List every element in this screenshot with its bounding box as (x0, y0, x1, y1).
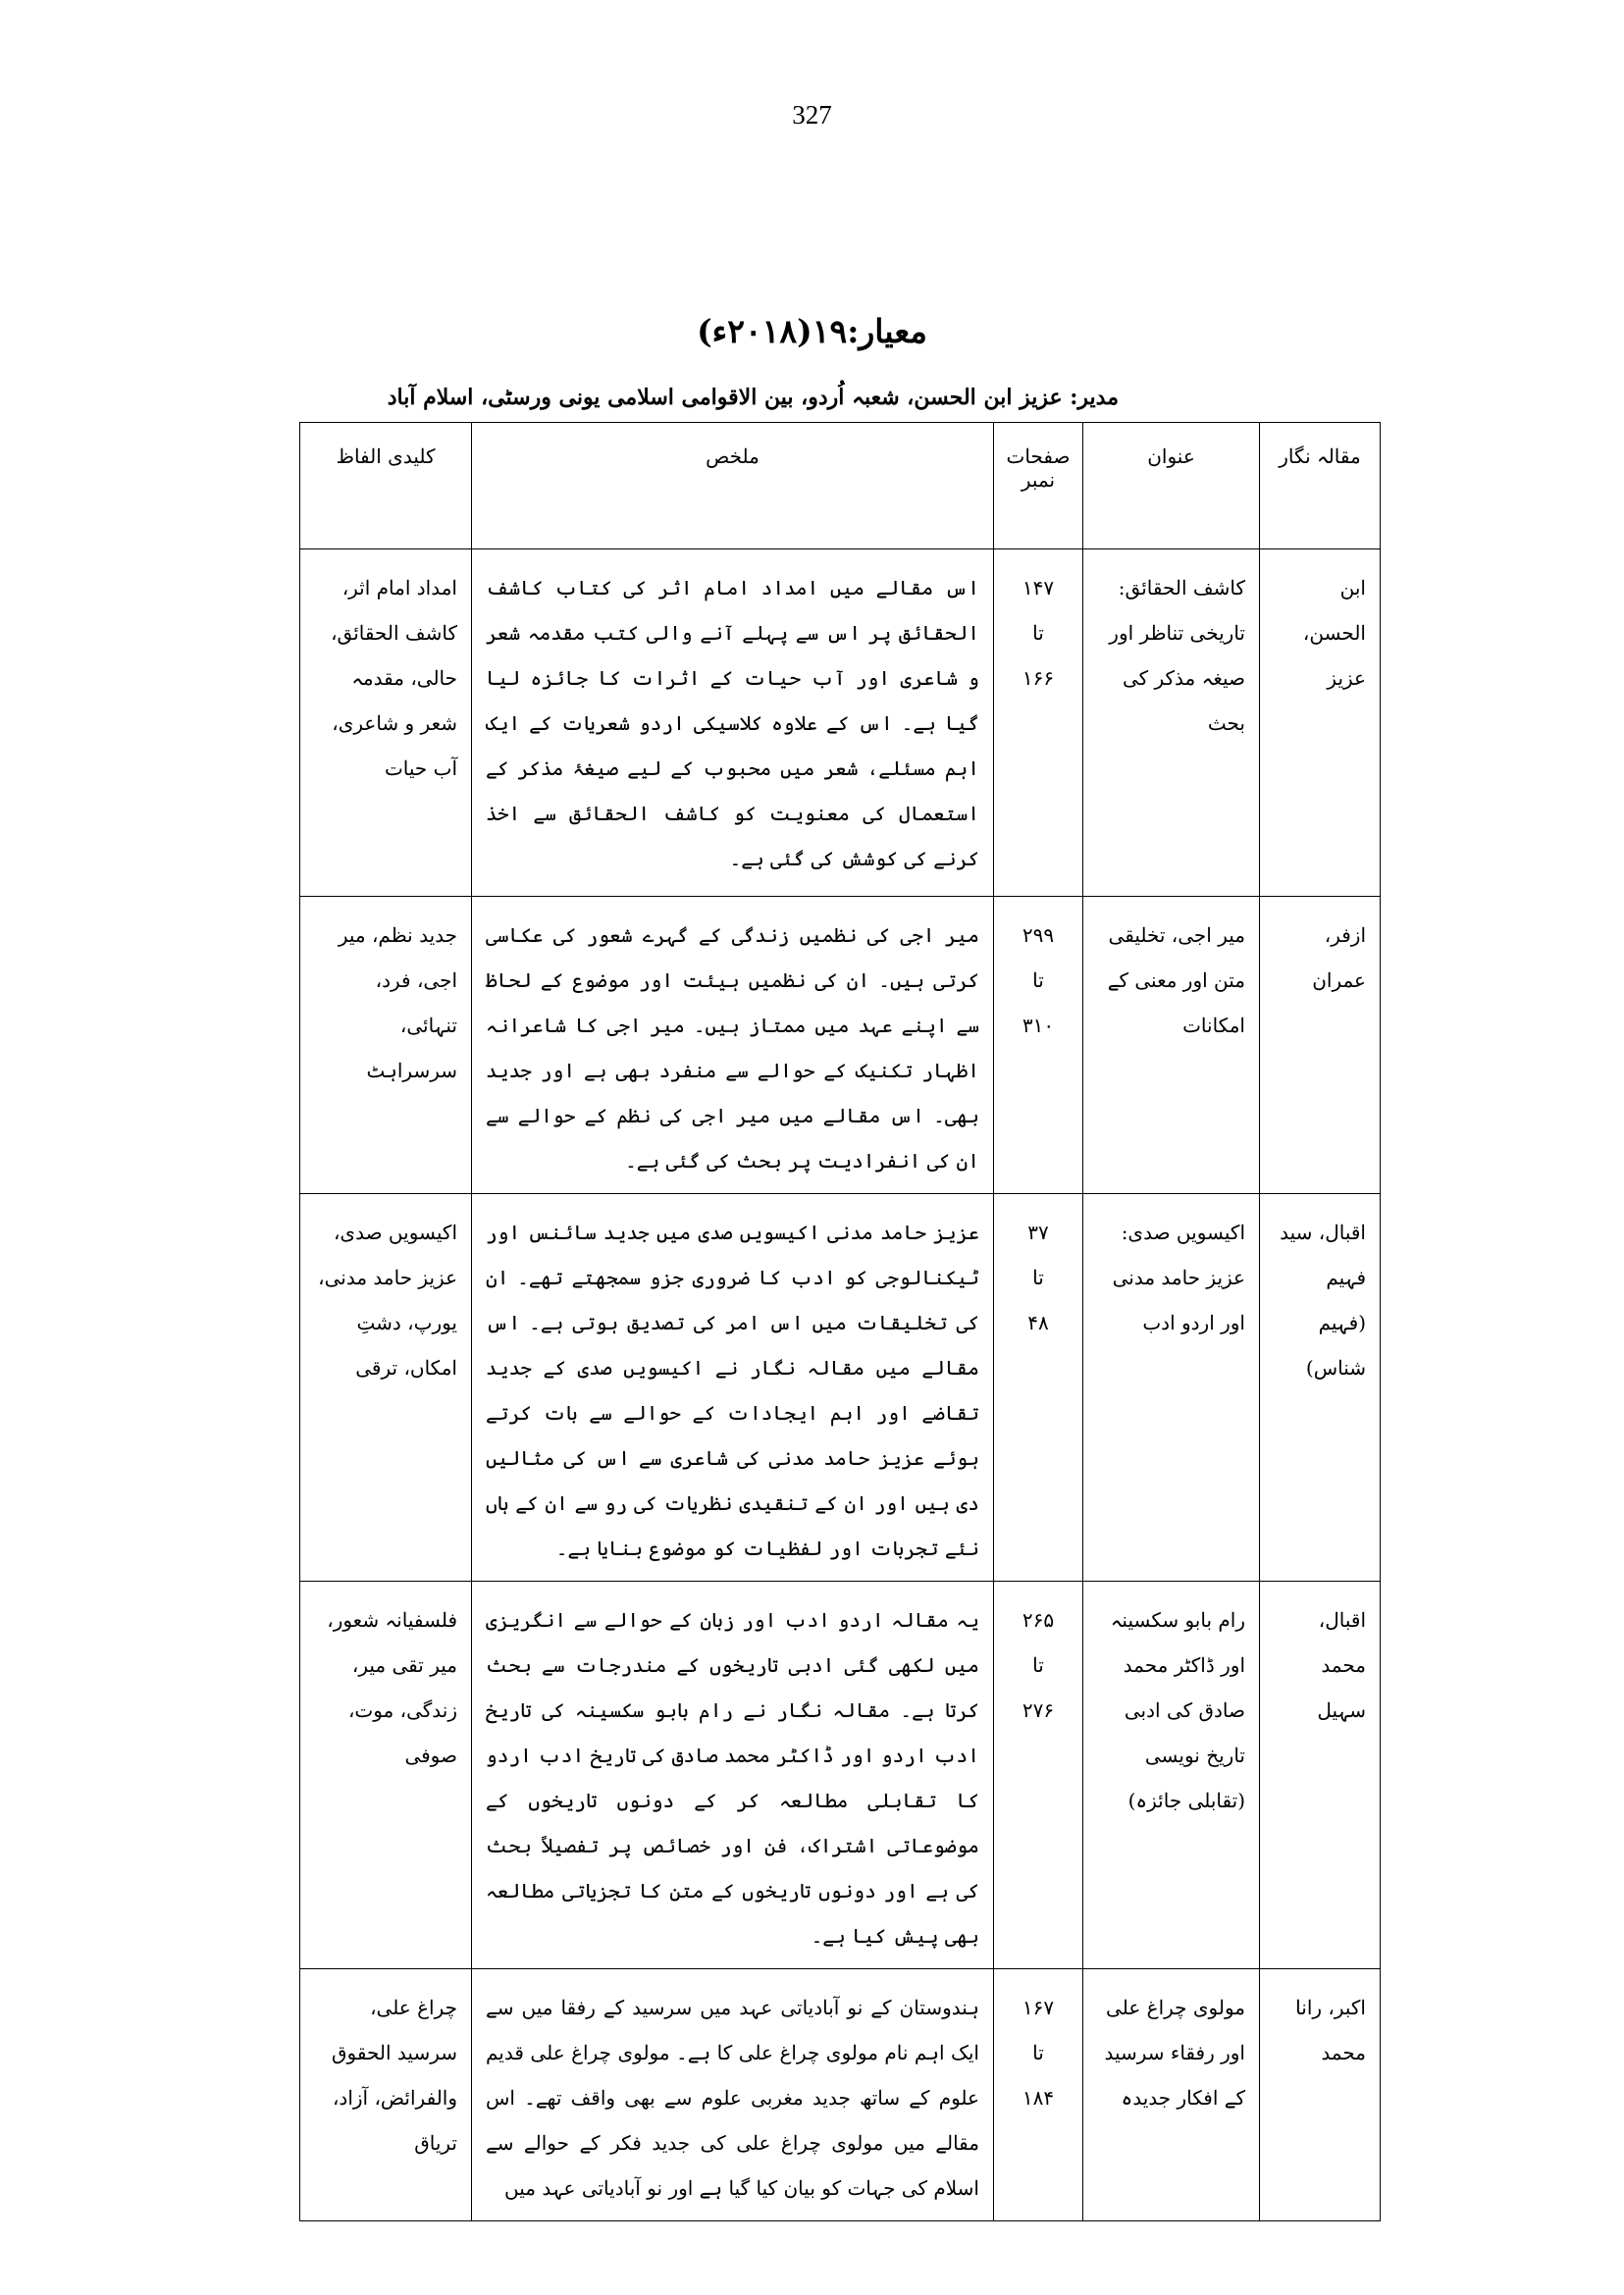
page-end: ۱۶۶ (1022, 666, 1055, 690)
author-cell: اکبر، رانا محمد (1260, 1969, 1381, 2221)
author-cell: اقبال، سید فہیم (فہیم شناس) (1260, 1194, 1381, 1582)
page-end: ۲۷۶ (1022, 1698, 1055, 1722)
keywords-cell: جدید نظم، میر اجی، فرد، تنہائی، سرسراہٹ (300, 897, 472, 1194)
keywords-cell: چراغ علی، سرسید الحقوق والفرائض، آزاد، تریاق (300, 1969, 472, 2221)
page-end: ۳۱۰ (1022, 1014, 1055, 1037)
title-cell: مولوی چراغ علی اور رفقاء سرسید کے افکار جدیدہ (1083, 1969, 1260, 2221)
page-end: ۴۸ (1027, 1311, 1049, 1334)
summary-cell: یہ مقالہ اردو ادب اور زبان کے حوالے سے انگریزی میں لکھی گئی ادبی تاریخوں کے مندرجات سے بحث کرتا ہے۔ مقالہ نگار نے رام بابو سکسینہ کی تاریخ ادب اردو اور ڈاکٹر محمد صادق کی تاریخ ادب اردو کا تقابلی مطالعہ کر کے دونوں تاریخوں کے موضوعاتی اشتراک، فن اور خصائص پر تفصیلاً بحث کی ہے اور دونوں تاریخوں کے متن کا تجزیاتی مطالعہ بھی پیش کیا ہے۔ (472, 1582, 994, 1969)
header-author: مقالہ نگار (1260, 423, 1381, 549)
title-cell: کاشف الحقائق: تاریخی تناظر اور صیغہ مذکر کی بحث (1083, 549, 1260, 897)
summary-cell: ہندوستان کے نو آبادیاتی عہد میں سرسید کے رفقا میں سے ایک اہم نام مولوی چراغ علی کا ہے۔ مولوی چراغ علی قدیم علوم کے ساتھ جدید مغربی علوم سے بھی واقف تھے۔ اس مقالے میں مولوی چراغ علی کی جدید فکر کے حوالے سے اسلام کی جہات کو بیان کیا گیا ہے اور نو آبادیاتی عہد میں (472, 1969, 994, 2221)
journal-title: معیار:۱۹(۲۰۱۸ء) (697, 312, 927, 350)
article-index-table (299, 422, 1381, 2221)
table-row (300, 1582, 1381, 1969)
keywords-cell: اکیسویں صدی، عزیز حامد مدنی، یورپ، دشتِ امکاں، ترقی (300, 1194, 472, 1582)
table-header-row (300, 423, 1381, 549)
summary-cell: عزیز حامد مدنی اکیسویں صدی میں جدید سائنس اور ٹیکنالوجی کو ادب کا ضروری جزو سمجھتے تھے۔ ان کی تخلیقات میں اس امر کی تصدیق ہوتی ہے۔ اس مقالے میں مقالہ نگار نے اکیسویں صدی کے جدید تقاضے اور اہم ایجادات کے حوالے سے بات کرتے ہوئے عزیز حامد مدنی کی شاعری سے اس کی مثالیں دی ہیں اور ان کے تنقیدی نظریات کی رو سے ان کے ہاں نئے تجربات اور لفظیات کو موضوع بنایا ہے۔ (472, 1194, 994, 1582)
summary-cell: میر اجی کی نظمیں زندگی کے گہرے شعور کی عکاسی کرتی ہیں۔ ان کی نظمیں ہیئت اور موضوع کے لحاظ سے اپنے عہد میں ممتاز ہیں۔ میر اجی کا شاعرانہ اظہار تکنیک کے حوالے سے منفرد بھی ہے اور جدید بھی۔ اس مقالے میں میر اجی کی نظم کے حوالے سے ان کی انفرادیت پر بحث کی گئی ہے۔ (472, 897, 994, 1194)
page-range-separator: تا (1032, 1653, 1044, 1677)
pages-cell (994, 1194, 1083, 1582)
title-cell: رام بابو سکسینہ اور ڈاکٹر محمد صادق کی ادبی تاریخ نویسی (تقابلی جائزہ) (1083, 1582, 1260, 1969)
page-number: 327 (792, 100, 832, 130)
page-start: ۳۷ (1027, 1221, 1049, 1244)
keywords-cell: فلسفیانہ شعور، میر تقی میر، زندگی، موت، صوفی (300, 1582, 472, 1969)
author-cell: ابن الحسن، عزیز (1260, 549, 1381, 897)
pages-cell (994, 549, 1083, 897)
header-summary: ملخص (472, 423, 994, 549)
page-range-separator: تا (1032, 1266, 1044, 1289)
header-title: عنوان (1083, 423, 1260, 549)
pages-cell (994, 897, 1083, 1194)
pages-cell (994, 1969, 1083, 2221)
page-start: ۲۹۹ (1022, 923, 1055, 947)
page-start: ۱۶۷ (1022, 1996, 1055, 2019)
author-cell: اقبال، محمد سہیل (1260, 1582, 1381, 1969)
title-cell: اکیسویں صدی: عزیز حامد مدنی اور اردو ادب (1083, 1194, 1260, 1582)
page-range-separator: تا (1032, 968, 1044, 992)
pages-cell (994, 1582, 1083, 1969)
table-row (300, 1194, 1381, 1582)
table-row (300, 549, 1381, 897)
page-start: ۱۴۷ (1022, 576, 1055, 600)
page-range-separator: تا (1032, 2041, 1044, 2064)
page-end: ۱۸۴ (1022, 2086, 1055, 2110)
header-keywords: کلیدی الفاظ (300, 423, 472, 549)
author-cell: ازفر، عمران (1260, 897, 1381, 1194)
table-row (300, 1969, 1381, 2221)
page-range-separator: تا (1032, 621, 1044, 645)
page-start: ۲۶۵ (1022, 1608, 1055, 1632)
summary-cell: اس مقالے میں امداد امام اثر کی کتاب کاشف الحقائق پر اس سے پہلے آنے والی کتب مقدمہ شعر و شاعری اور آب حیات کے اثرات کا جائزہ لیا گیا ہے۔ اس کے علاوہ کلاسیکی اردو شعریات کے ایک اہم مسئلے، شعر میں محبوب کے لیے صیغۂ مذکر کے استعمال کی معنویت کو کاشف الحقائق سے اخذ کرنے کی کوشش کی گئی ہے۔ (472, 549, 994, 897)
table-row (300, 897, 1381, 1194)
editor-line: مدیر: عزیز ابن الحسن، شعبہ اُردو، بین الاقوامی اسلامی یونی ورسٹی، اسلام آباد (387, 385, 1119, 410)
title-cell: میر اجی، تخلیقی متن اور معنی کے امکانات (1083, 897, 1260, 1194)
header-pages: صفحات نمبر (994, 423, 1083, 549)
keywords-cell: امداد امام اثر، کاشف الحقائق، حالی، مقدمہ شعر و شاعری، آب حیات (300, 549, 472, 897)
